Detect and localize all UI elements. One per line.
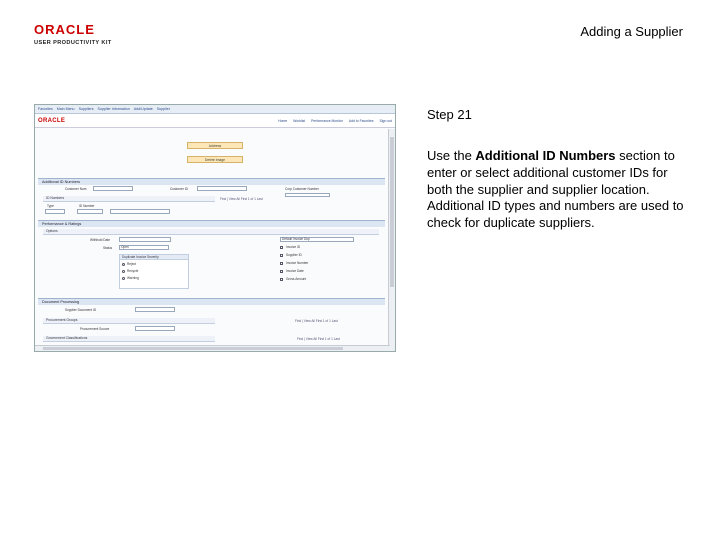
nav-signout-link[interactable]: Sign out xyxy=(379,118,392,123)
section-document-processing[interactable]: Document Processing xyxy=(38,298,385,305)
corp-customer-field[interactable] xyxy=(285,193,330,197)
address-button[interactable]: Address xyxy=(187,142,243,149)
breadcrumb xyxy=(35,105,395,114)
checkbox-supplier-id[interactable] xyxy=(280,254,283,257)
vertical-scrollbar[interactable] xyxy=(388,129,395,351)
breadcrumb-item[interactable]: Add/Update xyxy=(133,107,153,111)
government-grid-navigation[interactable]: Find | View All First 1 of 1 Last xyxy=(297,337,340,341)
radio-warning-label: Warning xyxy=(127,276,139,280)
nav-worklist-link[interactable]: Worklist xyxy=(293,118,306,123)
step-description xyxy=(427,148,692,232)
radio-warning[interactable] xyxy=(122,277,125,280)
delete-image-button[interactable]: Delete Image xyxy=(187,156,243,163)
government-classifications-header: Government Classifications xyxy=(43,336,215,342)
withhold-label: Withhold Date xyxy=(90,238,111,242)
step-desc-text: Use the xyxy=(427,148,476,163)
slide-title: Adding a Supplier xyxy=(580,24,683,39)
page-content xyxy=(35,128,395,351)
checkbox-invoice-date[interactable] xyxy=(280,270,283,273)
vertical-scroll-thumb[interactable] xyxy=(390,137,394,287)
radio-reject-label: Reject xyxy=(127,262,137,266)
radio-recycle[interactable] xyxy=(122,270,125,273)
breadcrumb-item[interactable]: Supplier xyxy=(156,107,170,111)
duplicate-invoice-header: Duplicate Invoice Severity xyxy=(120,255,188,260)
breadcrumb-item[interactable]: Suppliers xyxy=(78,107,94,111)
withhold-field[interactable] xyxy=(119,237,171,242)
brand-bar xyxy=(35,114,395,128)
header-nav xyxy=(278,119,392,123)
id-number-field[interactable] xyxy=(77,209,103,214)
type-field[interactable] xyxy=(45,209,65,214)
procurement-groups-header: Procurement Groups xyxy=(43,318,215,324)
nav-favorites-link[interactable]: Add to Favorites xyxy=(348,118,374,123)
duplicate-default-select[interactable]: Default Invoice Dup xyxy=(280,237,354,242)
status-label: Status xyxy=(103,246,113,250)
checkbox-supplier-id-label: Supplier ID xyxy=(286,253,302,257)
checkbox-invoice-number-label: Invoice Number xyxy=(286,261,309,265)
nav-home-link[interactable]: Home xyxy=(278,118,288,123)
checkbox-invoice-number[interactable] xyxy=(280,262,283,265)
breadcrumb-item[interactable]: Favorites xyxy=(38,107,53,111)
doc-id-label: Supplier Document ID xyxy=(65,308,97,312)
section-performance-ratings[interactable]: Performance & Ratings xyxy=(38,220,385,227)
step-desc-text: section to enter or select additional customer IDs for both the supplier and supplier location. Additional ID types and numbers are used to check for duplicate suppliers. xyxy=(427,148,684,231)
horizontal-scroll-thumb[interactable] xyxy=(43,347,343,350)
customer-id-label: Customer ID xyxy=(170,187,188,191)
step-desc-highlight: Additional ID Numbers xyxy=(475,148,616,163)
procurement-grid-navigation[interactable]: Find | View All First 1 of 1 Last xyxy=(295,319,338,323)
customer-id-field[interactable] xyxy=(197,186,247,191)
nav-performance-link[interactable]: Performance Monitor xyxy=(311,118,343,123)
id-grid-navigation[interactable]: Find | View All First 1 of 1 Last xyxy=(220,197,263,201)
horizontal-scrollbar[interactable] xyxy=(35,345,390,351)
radio-reject[interactable] xyxy=(122,263,125,266)
app-brand-logo: ORACLE xyxy=(38,117,66,124)
id-number-column-header: ID Number xyxy=(79,204,95,208)
type-column-header: Type xyxy=(47,204,54,208)
checkbox-invoice-date-label: Invoice Date xyxy=(286,269,304,273)
customer-num-field[interactable] xyxy=(93,186,133,191)
section-additional-id-numbers[interactable]: Additional ID Numbers xyxy=(38,178,385,185)
checkbox-gross-amount-label: Gross Amount xyxy=(286,277,307,281)
customer-num-label: Customer Num xyxy=(65,187,87,191)
checkbox-invoice-id[interactable] xyxy=(280,246,283,249)
status-select[interactable]: Open xyxy=(119,245,169,250)
proc-source-field[interactable] xyxy=(135,326,175,331)
logo-wordmark: ORACLE xyxy=(34,22,95,37)
step-number: Step 21 xyxy=(427,107,472,122)
breadcrumb-item[interactable]: Supplier Information xyxy=(97,107,130,111)
logo-subtitle: USER PRODUCTIVITY KIT xyxy=(34,40,112,46)
proc-source-label: Procurement Source xyxy=(80,327,110,331)
id-description-field[interactable] xyxy=(110,209,170,214)
checkbox-invoice-id-label: Invoice ID xyxy=(286,245,301,249)
oracle-logo xyxy=(34,24,124,47)
checkbox-gross-amount[interactable] xyxy=(280,278,283,281)
options-grid-header: Options xyxy=(43,229,379,235)
radio-recycle-label: Recycle xyxy=(127,269,139,273)
application-screenshot xyxy=(34,104,396,352)
breadcrumb-item[interactable]: Main Menu xyxy=(56,107,75,111)
corp-customer-label: Corp Customer Number xyxy=(285,187,319,191)
id-numbers-grid-header: ID Numbers xyxy=(43,196,215,202)
doc-id-field[interactable] xyxy=(135,307,175,312)
